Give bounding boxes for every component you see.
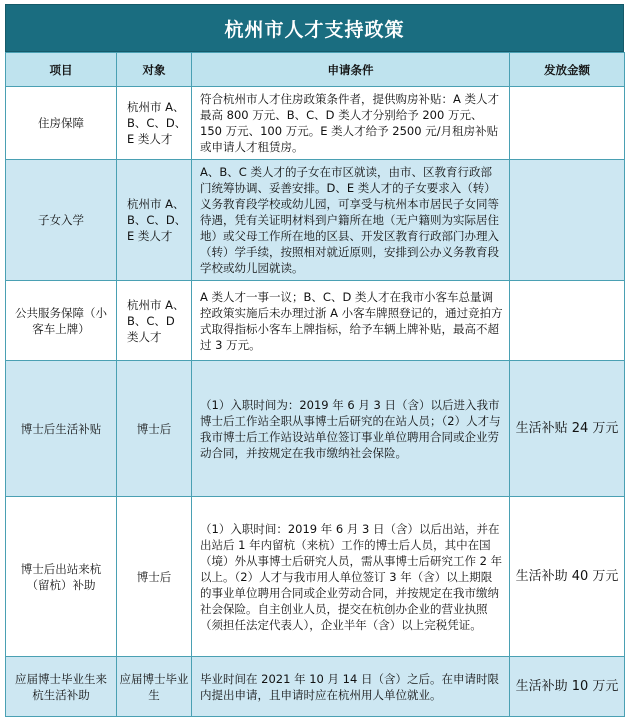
header-target: 对象: [117, 53, 192, 87]
row-condition: A 类人才一事一议；B、C、D 类人才在我市小客车总量调控政策实施后未办理过浙 A 小客车牌照登记的，通过竞拍方式取得指标小客车上牌指标，给予车辆上牌补贴，最高不超过 3 万元。: [192, 281, 510, 361]
row-amount: [510, 160, 625, 281]
row-target: 杭州市 A、B、C、D 类人才: [117, 281, 192, 361]
row-item: 公共服务保障（小客车上牌）: [6, 281, 117, 361]
row-amount: 生活补助 10 万元: [510, 657, 625, 717]
row-target: 杭州市 A、B、C、D、E 类人才: [117, 160, 192, 281]
header-row: [6, 53, 625, 87]
row-condition: 符合杭州市人才住房政策条件者，提供购房补贴：A 类人才最高 800 万元、B、C、D 类人才分别给予 200 万元、150 万元、100 万元。E 类人才给予 2500 元/月租房补贴或申请人才租赁房。: [192, 87, 510, 160]
header-item: 项目: [6, 53, 117, 87]
row-target: 博士后: [117, 361, 192, 497]
row-item: 博士后出站来杭（留杭）补助: [6, 497, 117, 657]
table-row: [6, 160, 625, 281]
row-amount: 生活补贴 24 万元: [510, 361, 625, 497]
table-row: [6, 281, 625, 361]
row-item: 博士后生活补贴: [6, 361, 117, 497]
row-condition: A、B、C 类人才的子女在市区就读，由市、区教育行政部门统筹协调、妥善安排。D、E 类人才的子女要求入（转）义务教育段学校或幼儿园，可享受与杭州本市居民子女同等待遇，凭有关证明材料到户籍所在地（无户籍则为实际居住地）或父母工作所在地的区县、开发区教育行政部门办理入（转）学手续，按照相对就近原则，安排到公办义务教育段学校或幼儿园就读。: [192, 160, 510, 281]
row-target: 杭州市 A、B、C、D、E 类人才: [117, 87, 192, 160]
policy-table: [5, 52, 625, 717]
row-target: 博士后: [117, 497, 192, 657]
row-target: 应届博士毕业生: [117, 657, 192, 717]
row-condition: （1）入职时间：2019 年 6 月 3 日（含）以后出站，并在出站后 1 年内留杭（来杭）工作的博士后人员，其中在国（境）外从事博士后研究人员，需从事博士后研究工作 2 年以上。（2）人才与我市用人单位签订 3 年（含）以上期限的事业单位聘用合同或企业劳动合同，并按规定在我市缴纳社会保险。自主创业人员，提交在杭创办企业的营业执照（须担任法定代表人），企业半年（含）以上完税凭证。: [192, 497, 510, 657]
policy-table-container: [5, 4, 624, 717]
row-item: 住房保障: [6, 87, 117, 160]
table-title: 杭州市人才支持政策: [5, 4, 624, 52]
row-amount: [510, 281, 625, 361]
row-condition: （1）入职时间为：2019 年 6 月 3 日（含）以后进入我市博士后工作站全职从事博士后研究的在站人员；（2）人才与我市博士后工作站设站单位签订事业单位聘用合同或企业劳动合同，并按规定在我市缴纳社会保险。: [192, 361, 510, 497]
table-row: [6, 657, 625, 717]
row-item: 应届博士毕业生来杭生活补助: [6, 657, 117, 717]
row-amount: [510, 87, 625, 160]
row-condition: 毕业时间在 2021 年 10 月 14 日（含）之后。在申请时限内提出申请，且申请时应在杭州用人单位就业。: [192, 657, 510, 717]
header-amount: 发放金额: [510, 53, 625, 87]
row-amount: 生活补助 40 万元: [510, 497, 625, 657]
table-row: [6, 361, 625, 497]
header-condition: 申请条件: [192, 53, 510, 87]
table-row: [6, 87, 625, 160]
table-row: [6, 497, 625, 657]
row-item: 子女入学: [6, 160, 117, 281]
